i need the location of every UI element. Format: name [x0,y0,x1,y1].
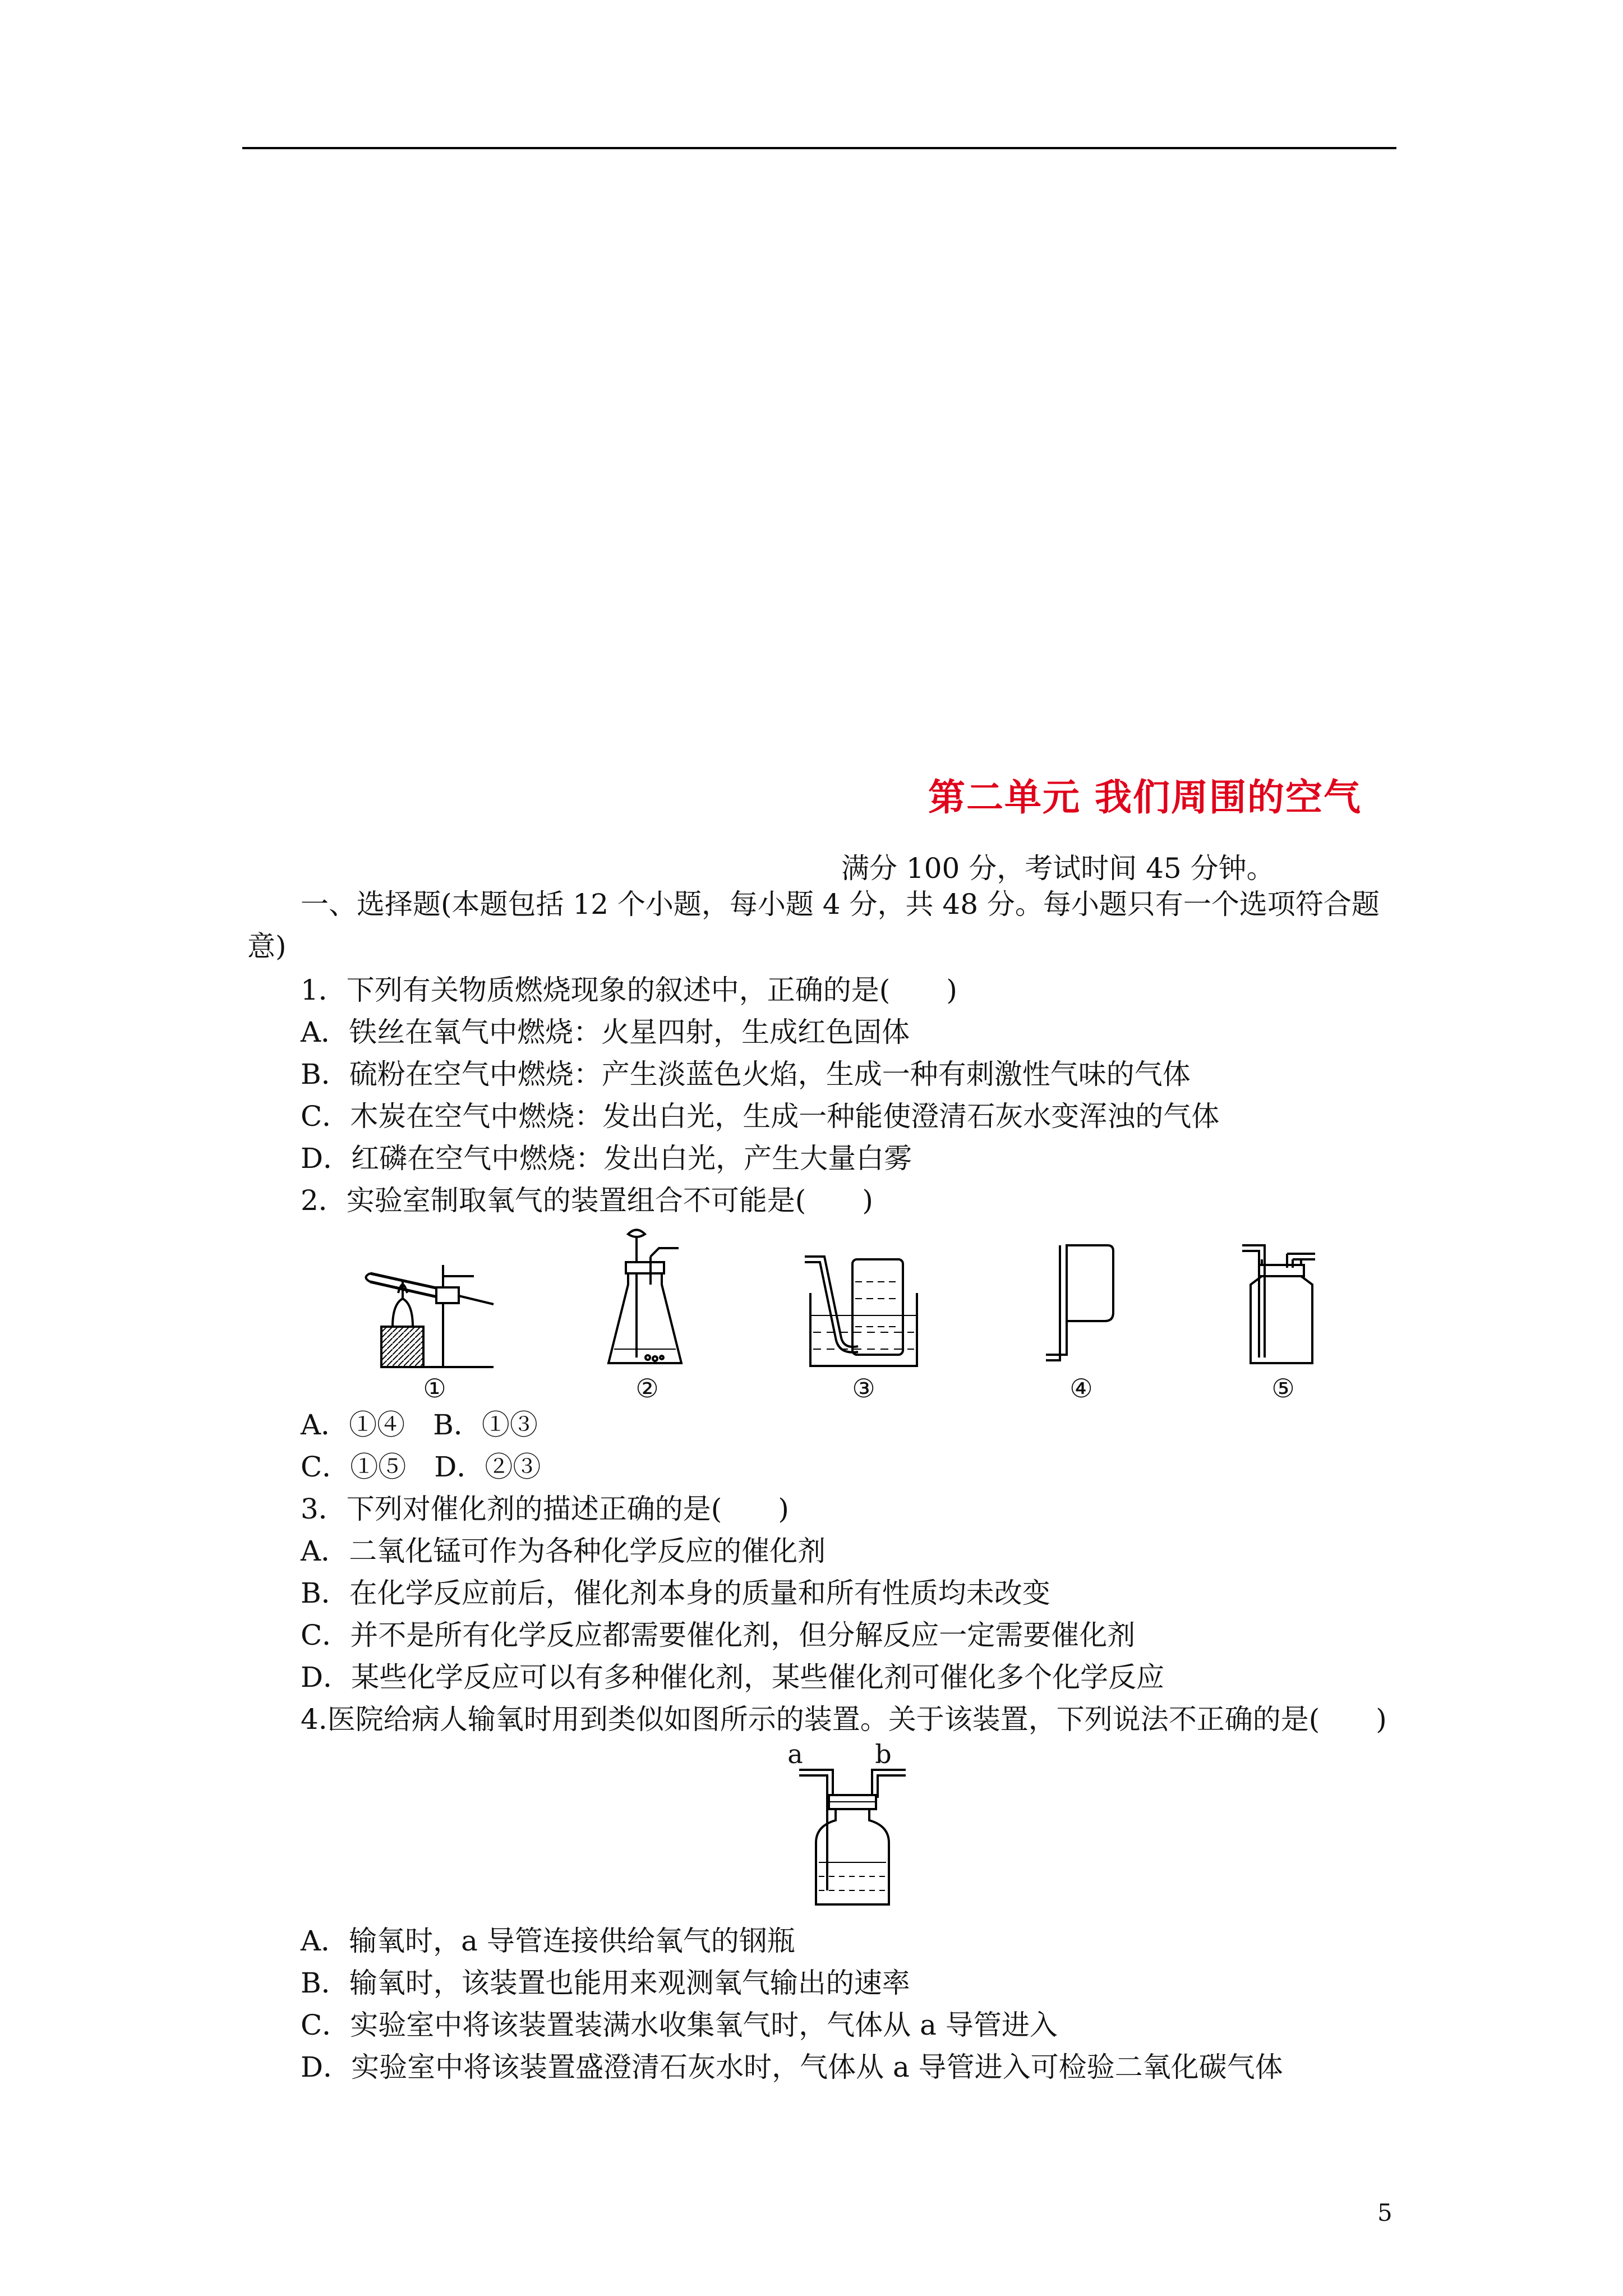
gas-bottle-figure [796,1750,909,1913]
apparatus-figure-5 [1239,1243,1318,1372]
figure-label: ① [423,1373,446,1404]
figure-label: ⑤ [1271,1373,1295,1404]
apparatus-figure-3 [802,1243,925,1372]
option-cd: C．①⑤ D．②③ [301,1451,541,1483]
tube-label-b: b [875,1739,892,1769]
apparatus-figure-4 [1043,1240,1116,1369]
page-title: 第二单元 我们周围的空气 [928,775,1362,819]
option-a: A．输氧时，a 导管连接供给氧气的钢瓶 [301,1925,795,1957]
option-b: B．硫粉在空气中燃烧：产生淡蓝色火焰，生成一种有刺激性气味的气体 [301,1058,1191,1091]
option-d: D．实验室中将该装置盛澄清石灰水时，气体从 a 导管进入可检验二氧化碳气体 [301,2051,1283,2083]
apparatus-figure-1 [359,1243,527,1372]
option-a: A．铁丝在氧气中燃烧：火星四射，生成红色固体 [301,1016,910,1048]
apparatus-figure-2 [606,1223,684,1374]
section-heading: 一、选择题(本题包括 12 个小题，每小题 4 分，共 48 分。每小题只有一个选项符合题 [301,888,1380,921]
question-stem: 2．实验室制取氧气的装置组合不可能是( ) [301,1184,873,1217]
option-ab: A．①④ B．①③ [301,1409,538,1441]
page-number: 5 [1377,2199,1393,2226]
option-c: C．并不是所有化学反应都需要催化剂，但分解反应一定需要催化剂 [301,1619,1136,1651]
section-heading-cont: 意) [247,930,287,963]
option-d: D．红磷在空气中燃烧：发出白光，产生大量白雾 [301,1142,912,1175]
option-c: C．实验室中将该装置装满水收集氧气时，气体从 a 导管进入 [301,2009,1058,2041]
figure-label: ④ [1069,1373,1093,1404]
tube-label-a: a [787,1739,803,1769]
option-a: A．二氧化锰可作为各种化学反应的催化剂 [301,1535,826,1567]
exam-info: 满分 100 分，考试时间 45 分钟。 [841,852,1275,885]
option-b: B．在化学反应前后，催化剂本身的质量和所有性质均未改变 [301,1577,1050,1609]
option-b: B．输氧时，该装置也能用来观测氧气输出的速率 [301,1967,910,1999]
question-stem: 3．下列对催化剂的描述正确的是( ) [301,1493,789,1525]
option-c: C．木炭在空气中燃烧：发出白光，生成一种能使澄清石灰水变浑浊的气体 [301,1100,1220,1133]
header-rule [242,147,1396,149]
question-stem: 4.医院给病人输氧时用到类似如图所示的装置。关于该装置，下列说法不正确的是( ) [301,1703,1387,1736]
figure-label: ② [635,1373,659,1404]
figure-label: ③ [852,1373,875,1404]
option-d: D．某些化学反应可以有多种催化剂，某些催化剂可催化多个化学反应 [301,1661,1165,1694]
question-stem: 1．下列有关物质燃烧现象的叙述中，正确的是( ) [301,974,957,1006]
